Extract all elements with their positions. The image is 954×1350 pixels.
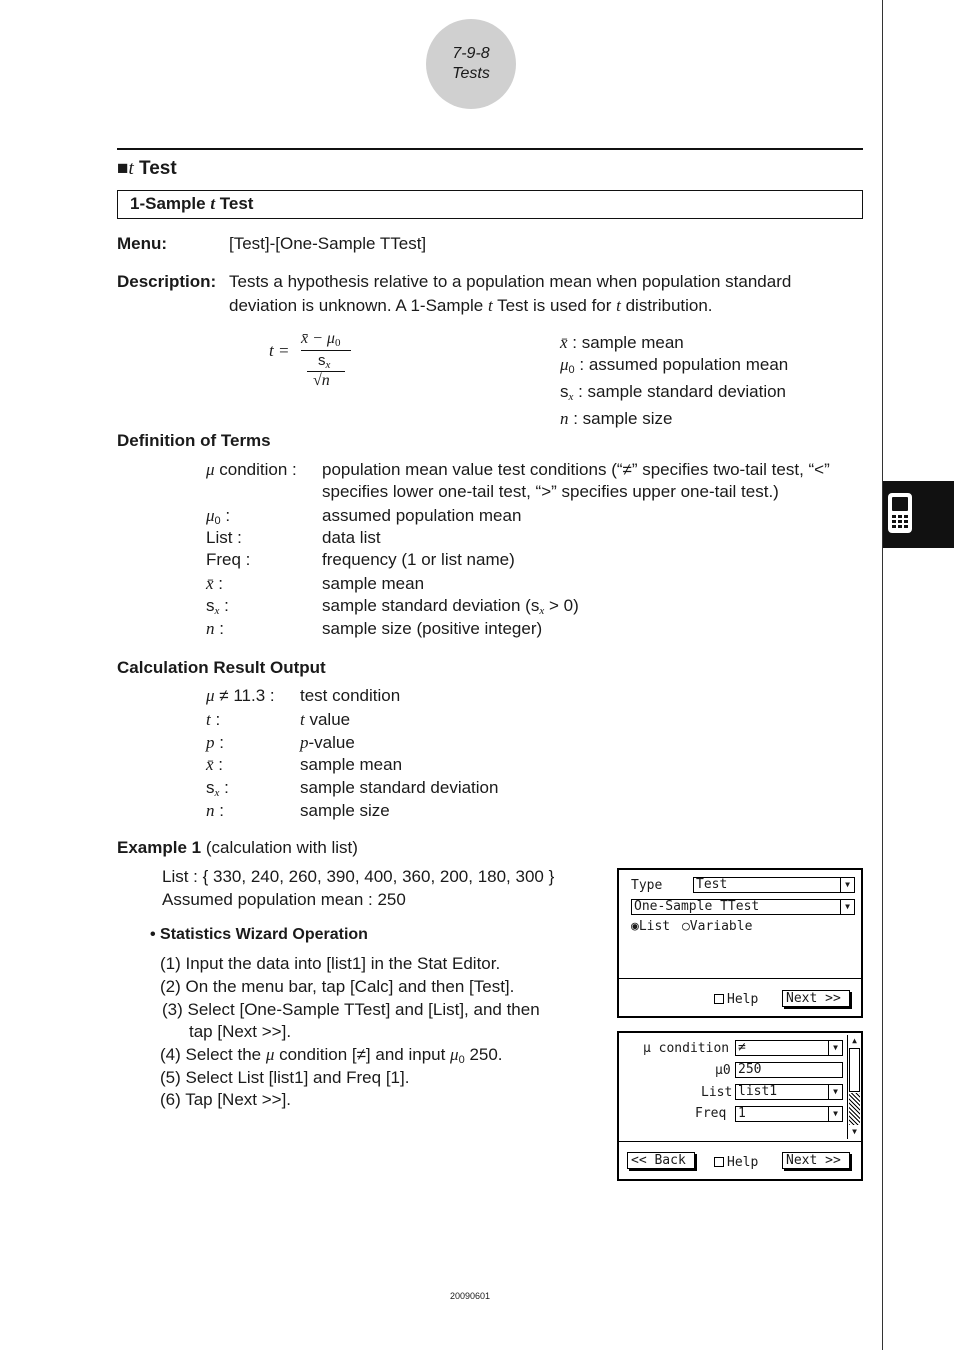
step-2: (2) On the menu bar, tap [Calc] and then [Test]. [160,977,515,996]
definitions-title: Definition of Terms [117,431,271,450]
list-label: List [701,1085,733,1100]
mu0-label: μ0 [715,1063,731,1078]
def-sx-desc: sample standard deviation $(s_x > 0)$ [322,596,579,617]
step-5: (5) Select List [list1] and Freq [1]. [160,1068,410,1087]
panel-divider [619,978,861,979]
def-sx-label: $s_x$ : [206,596,229,617]
formula-legend [560,332,788,430]
scroll-up-icon[interactable]: ▲ [852,1036,857,1045]
radio-list[interactable]: ◉List [631,919,671,934]
data-type-radio-group [631,919,752,934]
back-button[interactable]: << Back [627,1152,695,1169]
list-select[interactable]: list1 ▼ [735,1084,843,1100]
chevron-down-icon[interactable]: ▼ [828,1085,842,1099]
panel-divider [619,1141,861,1142]
res-sx-label: $s_x$ : [206,778,229,799]
wizard-screen-2 [617,1031,863,1181]
results-title: Calculation Result Output [117,658,326,677]
scroll-track[interactable] [849,1093,860,1125]
section-heading: ■t Test [117,158,177,179]
fraction-bar [301,350,351,351]
formula-denominator-top: $s_x$ [318,352,331,371]
step-3a: (3) Select [One-Sample TTest] and [List], and then [162,1000,540,1019]
step-6: (6) Tap [Next >>]. [160,1090,292,1109]
res-condition-label: μ ≠ 11.3 : [206,686,275,705]
def-mu-condition-label: μ condition : [206,460,297,479]
chevron-down-icon[interactable]: ▼ [840,900,854,914]
mu-condition-label: μ condition [643,1041,730,1056]
res-xbar-label: x̄ : [206,755,223,774]
def-mu-condition-line-2: specifies lower one-tail test, “>” specifies upper one-tail test.) [322,482,779,501]
type-label: Type [631,878,663,893]
scroll-thumb[interactable] [849,1048,860,1092]
res-t-desc: t value [300,710,351,729]
freq-label: Freq [695,1106,727,1121]
example-mean: Assumed population mean : 250 [162,890,406,909]
res-p-label: p : [206,733,224,752]
chapter-name: Tests [452,65,490,82]
test-select[interactable]: One-Sample TTest ▼ [631,899,855,915]
scrollbar[interactable] [847,1035,861,1139]
help-checkbox[interactable]: Help [714,992,758,1007]
print-date: 20090601 [450,1291,491,1301]
def-n-desc: sample size (positive integer) [322,619,543,638]
legend-xbar: x̄ : sample mean [560,333,684,352]
def-n-label: n : [206,619,224,638]
res-t-label: t : [206,710,221,729]
mu-condition-select[interactable]: ≠ ▼ [735,1040,843,1056]
example-heading: Example 1 (calculation with list) [117,838,358,857]
menu-label: Menu: [117,234,168,253]
subsection-heading: 1-Sample t Test [117,190,863,219]
res-p-desc: p-value [300,733,355,752]
step-1: (1) Input the data into [list1] in the Stat Editor. [160,954,501,973]
res-xbar-desc: sample mean [300,755,403,774]
def-list-label: List : [206,528,242,547]
freq-select[interactable]: 1 ▼ [735,1106,843,1122]
chevron-down-icon[interactable]: ▼ [840,878,854,892]
menu-path: [Test]-[One-Sample TTest] [229,234,427,253]
checkbox-icon[interactable] [714,994,724,1004]
def-mu0-label: $\mu_0$ : [206,506,231,527]
scroll-down-icon[interactable]: ▼ [852,1127,857,1136]
res-n-label: n : [206,801,224,820]
formula-lhs: t = [269,341,290,360]
example-list: List : { 330, 240, 260, 390, 400, 360, 200, 180, 300 } [162,867,555,886]
description-line-1: Tests a hypothesis relative to a population mean when population standard [229,272,792,291]
step-3b: tap [Next >>]. [189,1022,292,1041]
mu0-input[interactable]: 250 [735,1062,843,1078]
def-xbar-label: x̄ : [206,574,223,593]
description-label: Description: [117,272,217,291]
help-checkbox[interactable]: Help [714,1155,758,1170]
next-button[interactable]: Next >> [782,1152,850,1169]
def-list-desc: data list [322,528,381,547]
wizard-title: • Statistics Wizard Operation [150,926,368,943]
legend-sx: $s_x$ : sample standard deviation [560,382,787,403]
calculator-icon [886,491,916,537]
margin-rule [882,0,883,1350]
section-number: 7-9-8 [452,45,490,62]
res-n-desc: sample size [300,801,390,820]
res-condition-desc: test condition [300,686,401,705]
description-line-2: deviation is unknown. A 1-Sample t Test is used for t distribution. [229,296,713,315]
def-freq-label: Freq : [206,550,251,569]
def-freq-desc: frequency (1 or list name) [322,550,515,569]
def-mu0-desc: assumed population mean [322,506,522,525]
formula-numerator: x̄ − $\mu_0$ [301,330,341,349]
def-mu-condition-line-1: population mean value test conditions (“≠” specifies two-tail test, “<” [322,460,830,479]
next-button[interactable]: Next >> [782,990,850,1007]
checkbox-icon[interactable] [714,1157,724,1167]
chevron-down-icon[interactable]: ▼ [828,1107,842,1121]
chapter-tab [883,481,954,548]
radio-variable[interactable]: ○Variable [681,919,753,934]
chevron-down-icon[interactable]: ▼ [828,1041,842,1055]
type-select[interactable]: Test ▼ [693,877,855,893]
formula-denominator-bottom: √n [313,372,330,389]
step-4: (4) Select the μ condition [≠] and input $\mu_0$ 250. [160,1045,503,1066]
wizard-screen-1 [617,868,863,1018]
res-sx-desc: sample standard deviation [300,778,499,797]
legend-mu0: $\mu_0$ : assumed population mean [560,355,789,376]
def-xbar-desc: sample mean [322,574,425,593]
legend-n: n : sample size [560,409,673,428]
header-rule [117,148,863,150]
page-number-badge [426,19,516,109]
